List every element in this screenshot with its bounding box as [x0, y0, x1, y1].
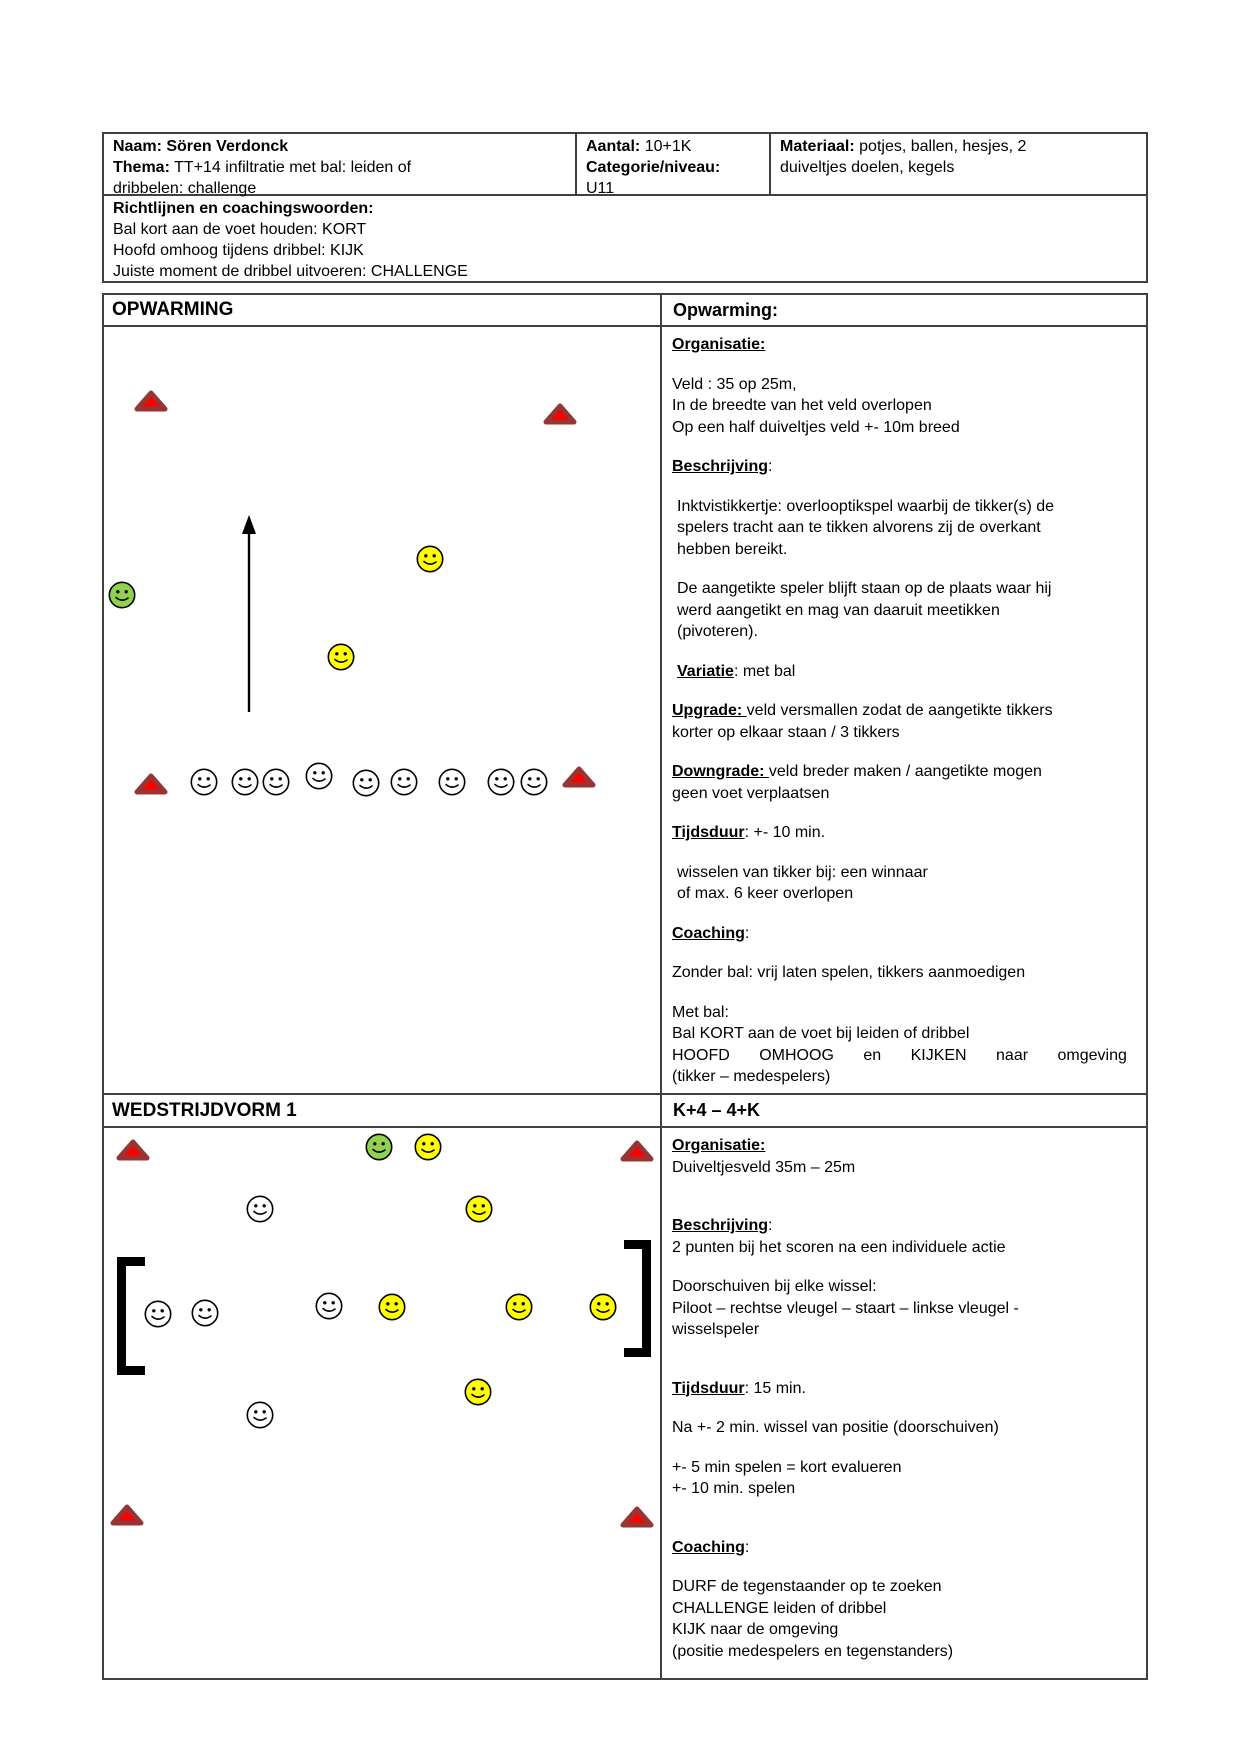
player-white-smiley-icon [246, 1401, 274, 1434]
wedstrijdvorm-right-title: K+4 – 4+K [662, 1095, 1146, 1128]
cone-icon [543, 402, 577, 431]
player-white-smiley-icon [305, 762, 333, 795]
player-white-smiley-icon [262, 768, 290, 801]
cone-icon [116, 1138, 150, 1167]
tikker-line: (tikker – medespelers) [672, 1068, 831, 1085]
theme-line-2: dribbelen: challenge [113, 180, 257, 197]
speeltijd-paragraph: +- 5 min spelen = kort evalueren +- 10 min. spelen [672, 1458, 902, 1497]
wedstrijdvorm-diagram-cell [104, 1128, 662, 1678]
player-white-smiley-icon [487, 768, 515, 801]
category-label: Categorie/niveau: [586, 159, 721, 176]
veld-paragraph: Veld : 35 op 25m, In de breedte van het veld overlopen Op een half duiveltjes veld +- 10m breed [672, 375, 960, 436]
wedstrijdvorm-field-diagram [104, 1128, 660, 1678]
coaching-heading: Coaching: [672, 924, 750, 942]
goal-bracket-icon [624, 1240, 651, 1357]
tijdsduur-line: Tijdsduur: 15 min. [672, 1379, 806, 1397]
opwarming-right-title: Opwarming: [662, 295, 1146, 327]
theme-value-1: TT+14 infiltratie met bal: leiden of [174, 159, 412, 176]
run-direction-arrow-icon [240, 515, 258, 717]
hoofd-omhoog-line: HOOFD OMHOOG en KIJKEN naar omgeving [672, 1046, 1127, 1064]
guideline-line: Juiste moment de dribbel uitvoeren: CHALLENGE [113, 263, 468, 280]
wissel-positie-line: Na +- 2 min. wissel van positie (doorschuiven) [672, 1419, 999, 1436]
opwarming-field-diagram [104, 327, 660, 1093]
beschrijving-paragraph: Beschrijving: 2 punten bij het scoren na een individuele actie [672, 1217, 1006, 1256]
cone-icon [134, 389, 168, 418]
header-table [102, 132, 1148, 283]
count-value: 10+1K [644, 138, 692, 155]
goal-bracket-icon [117, 1257, 145, 1375]
tijdsduur-line: Tijdsduur: +- 10 min. [672, 824, 826, 841]
name-value: Sören Verdonck [166, 138, 289, 155]
opwarming-diagram-cell [104, 327, 662, 1095]
guidelines-cell [104, 196, 1146, 282]
organisatie-heading: Organisatie: [672, 336, 766, 353]
player-yellow-smiley-icon [378, 1293, 406, 1326]
player-white-smiley-icon [438, 768, 466, 801]
player-white-smiley-icon [231, 768, 259, 801]
player-white-smiley-icon [144, 1300, 172, 1333]
upgrade-paragraph: Upgrade: veld versmallen zodat de aangetikte tikkers korter op elkaar staan / 3 tikkers [672, 702, 1053, 741]
opwarming-text-cell [662, 327, 1146, 1095]
player-white-smiley-icon [191, 1299, 219, 1332]
name-theme-cell [104, 134, 577, 197]
material-line-1 [780, 136, 1140, 157]
player-yellow-smiley-icon [327, 643, 355, 676]
player-green-smiley-icon [365, 1133, 393, 1166]
cone-icon [562, 765, 596, 794]
aangetikte-paragraph: De aangetikte speler blijft staan op de plaats waar hij werd aangetikt en mag van daaruit meetikken (pivoteren). [677, 580, 1052, 640]
guideline-line: Hoofd omhoog tijdens dribbel: KIJK [113, 242, 364, 259]
wedstrijdvorm-text-cell [662, 1128, 1146, 1678]
met-bal-paragraph: Met bal: Bal KORT aan de voet bij leiden of dribbel HOOFD OMHOOG en KIJKEN naar omgeving (tikker – medespelers) [672, 1002, 1140, 1088]
player-white-smiley-icon [246, 1195, 274, 1228]
main-table [102, 293, 1148, 1680]
downgrade-paragraph: Downgrade: veld breder maken / aangetikte mogen geen voet verplaatsen [672, 763, 1042, 802]
cone-icon [620, 1139, 654, 1168]
cone-icon [134, 772, 168, 801]
count-category-cell [577, 134, 771, 197]
player-green-smiley-icon [108, 581, 136, 614]
coaching-heading: Coaching: [672, 1538, 750, 1556]
count-line [586, 136, 763, 157]
player-yellow-smiley-icon [414, 1133, 442, 1166]
name-label: Naam: [113, 138, 162, 155]
organisatie-heading: Organisatie: Duiveltjesveld 35m – 25m [672, 1137, 856, 1176]
cone-icon [110, 1503, 144, 1532]
theme-line-1 [113, 157, 569, 178]
player-yellow-smiley-icon [465, 1195, 493, 1228]
material-cell [771, 134, 1146, 194]
material-label: Materiaal: [780, 138, 855, 155]
player-white-smiley-icon [390, 768, 418, 801]
header-info-row [104, 134, 1146, 196]
guideline-line: Bal kort aan de voet houden: KORT [113, 221, 367, 238]
doorschuiven-paragraph: Doorschuiven bij elke wissel: Piloot – rechtse vleugel – staart – linkse vleugel - wisselspeler [672, 1278, 1019, 1338]
count-label: Aantal: [586, 138, 641, 155]
opwarming-section-title: OPWARMING [104, 295, 662, 327]
cone-icon [620, 1505, 654, 1534]
player-white-smiley-icon [352, 769, 380, 802]
beschrijving-heading: Beschrijving: [672, 458, 773, 475]
player-yellow-smiley-icon [416, 545, 444, 578]
wedstrijdvorm-section-title: WEDSTRIJDVORM 1 [104, 1095, 662, 1128]
category-value: U11 [586, 180, 615, 197]
variatie-line: Variatie: met bal [677, 662, 796, 680]
player-yellow-smiley-icon [589, 1293, 617, 1326]
player-white-smiley-icon [315, 1292, 343, 1325]
material-line-2: duiveltjes doelen, kegels [780, 159, 955, 176]
zonder-bal-line: Zonder bal: vrij laten spelen, tikkers aanmoedigen [672, 964, 1026, 981]
coaching-paragraph: DURF de tegenstaander op te zoeken CHALLENGE leiden of dribbel KIJK naar de omgeving (positie medespelers en tegenstanders) [672, 1578, 954, 1660]
guidelines-title: Richtlijnen en coachingswoorden: [113, 200, 374, 217]
inktvistikkertje-paragraph: Inktvistikkertje: overlooptikspel waarbij de tikker(s) de spelers tracht aan te tikken alvorens zij de overkant hebben bereikt. [677, 497, 1055, 558]
theme-label: Thema: [113, 159, 170, 176]
wisselen-paragraph: wisselen van tikker bij: een winnaar of max. 6 keer overlopen [677, 863, 928, 902]
material-value-1: potjes, ballen, hesjes, 2 [859, 138, 1027, 155]
player-white-smiley-icon [190, 768, 218, 801]
player-white-smiley-icon [520, 768, 548, 801]
player-yellow-smiley-icon [505, 1293, 533, 1326]
name-line [113, 136, 569, 157]
player-yellow-smiley-icon [464, 1378, 492, 1411]
